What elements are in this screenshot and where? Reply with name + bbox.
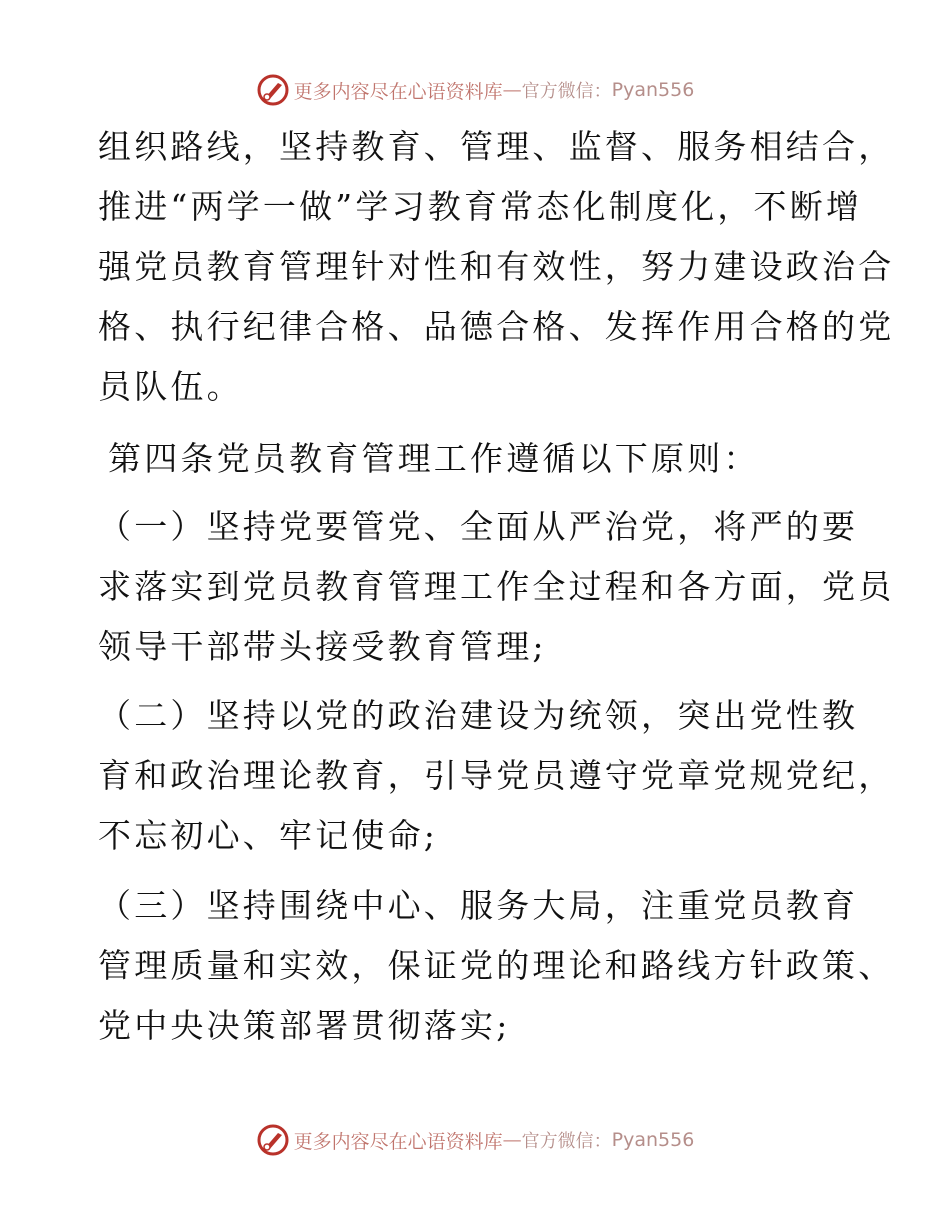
watermark-dash: —: [502, 79, 522, 101]
footer-watermark: [0, 1120, 950, 1160]
text-line: 推进“两学一做”学习教育常态化制度化，不断增: [98, 187, 863, 226]
text-line: 强党员教育管理针对性和有效性，努力建设政治合: [98, 247, 895, 286]
quill-logo-icon: [256, 73, 290, 107]
watermark-wechat-id: Pyan556: [611, 79, 695, 101]
header-watermark: [0, 70, 950, 110]
principle-1: [98, 497, 895, 677]
quill-logo-icon: [256, 1123, 290, 1157]
watermark-site-text: 更多内容尽在心语资料库: [293, 80, 503, 103]
text-line: 格、执行纪律合格、品德合格、发挥作用合格的党: [98, 307, 895, 346]
text-line: （一）坚持党要管党、全面从严治党，将严的要: [98, 507, 859, 546]
text-line: 不忘初心、牢记使命;: [98, 816, 439, 855]
text-line: （二）坚持以党的政治建设为统领，突出党性教: [98, 696, 859, 735]
text-line: （三）坚持围绕中心、服务大局，注重党员教育: [98, 886, 859, 925]
text-line: 管理质量和实效，保证党的理论和路线方针政策、: [98, 946, 895, 985]
text-line: 育和政治理论教育，引导党员遵守党章党规党纪，: [98, 756, 895, 795]
text-line: 组织路线，坚持教育、管理、监督、服务相结合，: [98, 127, 895, 166]
article-4-heading: [108, 429, 868, 489]
watermark-dash: —: [502, 1129, 522, 1151]
paragraph-continuation: [98, 117, 895, 417]
text-line: 员队伍。: [98, 367, 243, 406]
text-line: 求落实到党员教育管理工作全过程和各方面，党员: [98, 567, 895, 606]
watermark-label: 官方微信：: [521, 81, 612, 102]
text-line: 党中央决策部署贯彻落实;: [98, 1006, 511, 1045]
watermark-site-text: 更多内容尽在心语资料库: [293, 1130, 503, 1153]
principle-2: [98, 686, 895, 866]
principle-3: [98, 876, 895, 1056]
text-line: 第四条党员教育管理工作遵循以下原则：: [108, 439, 760, 478]
watermark-label: 官方微信：: [521, 1131, 612, 1152]
watermark-wechat-id: Pyan556: [611, 1129, 695, 1151]
text-line: 领导干部带头接受教育管理;: [98, 627, 547, 666]
